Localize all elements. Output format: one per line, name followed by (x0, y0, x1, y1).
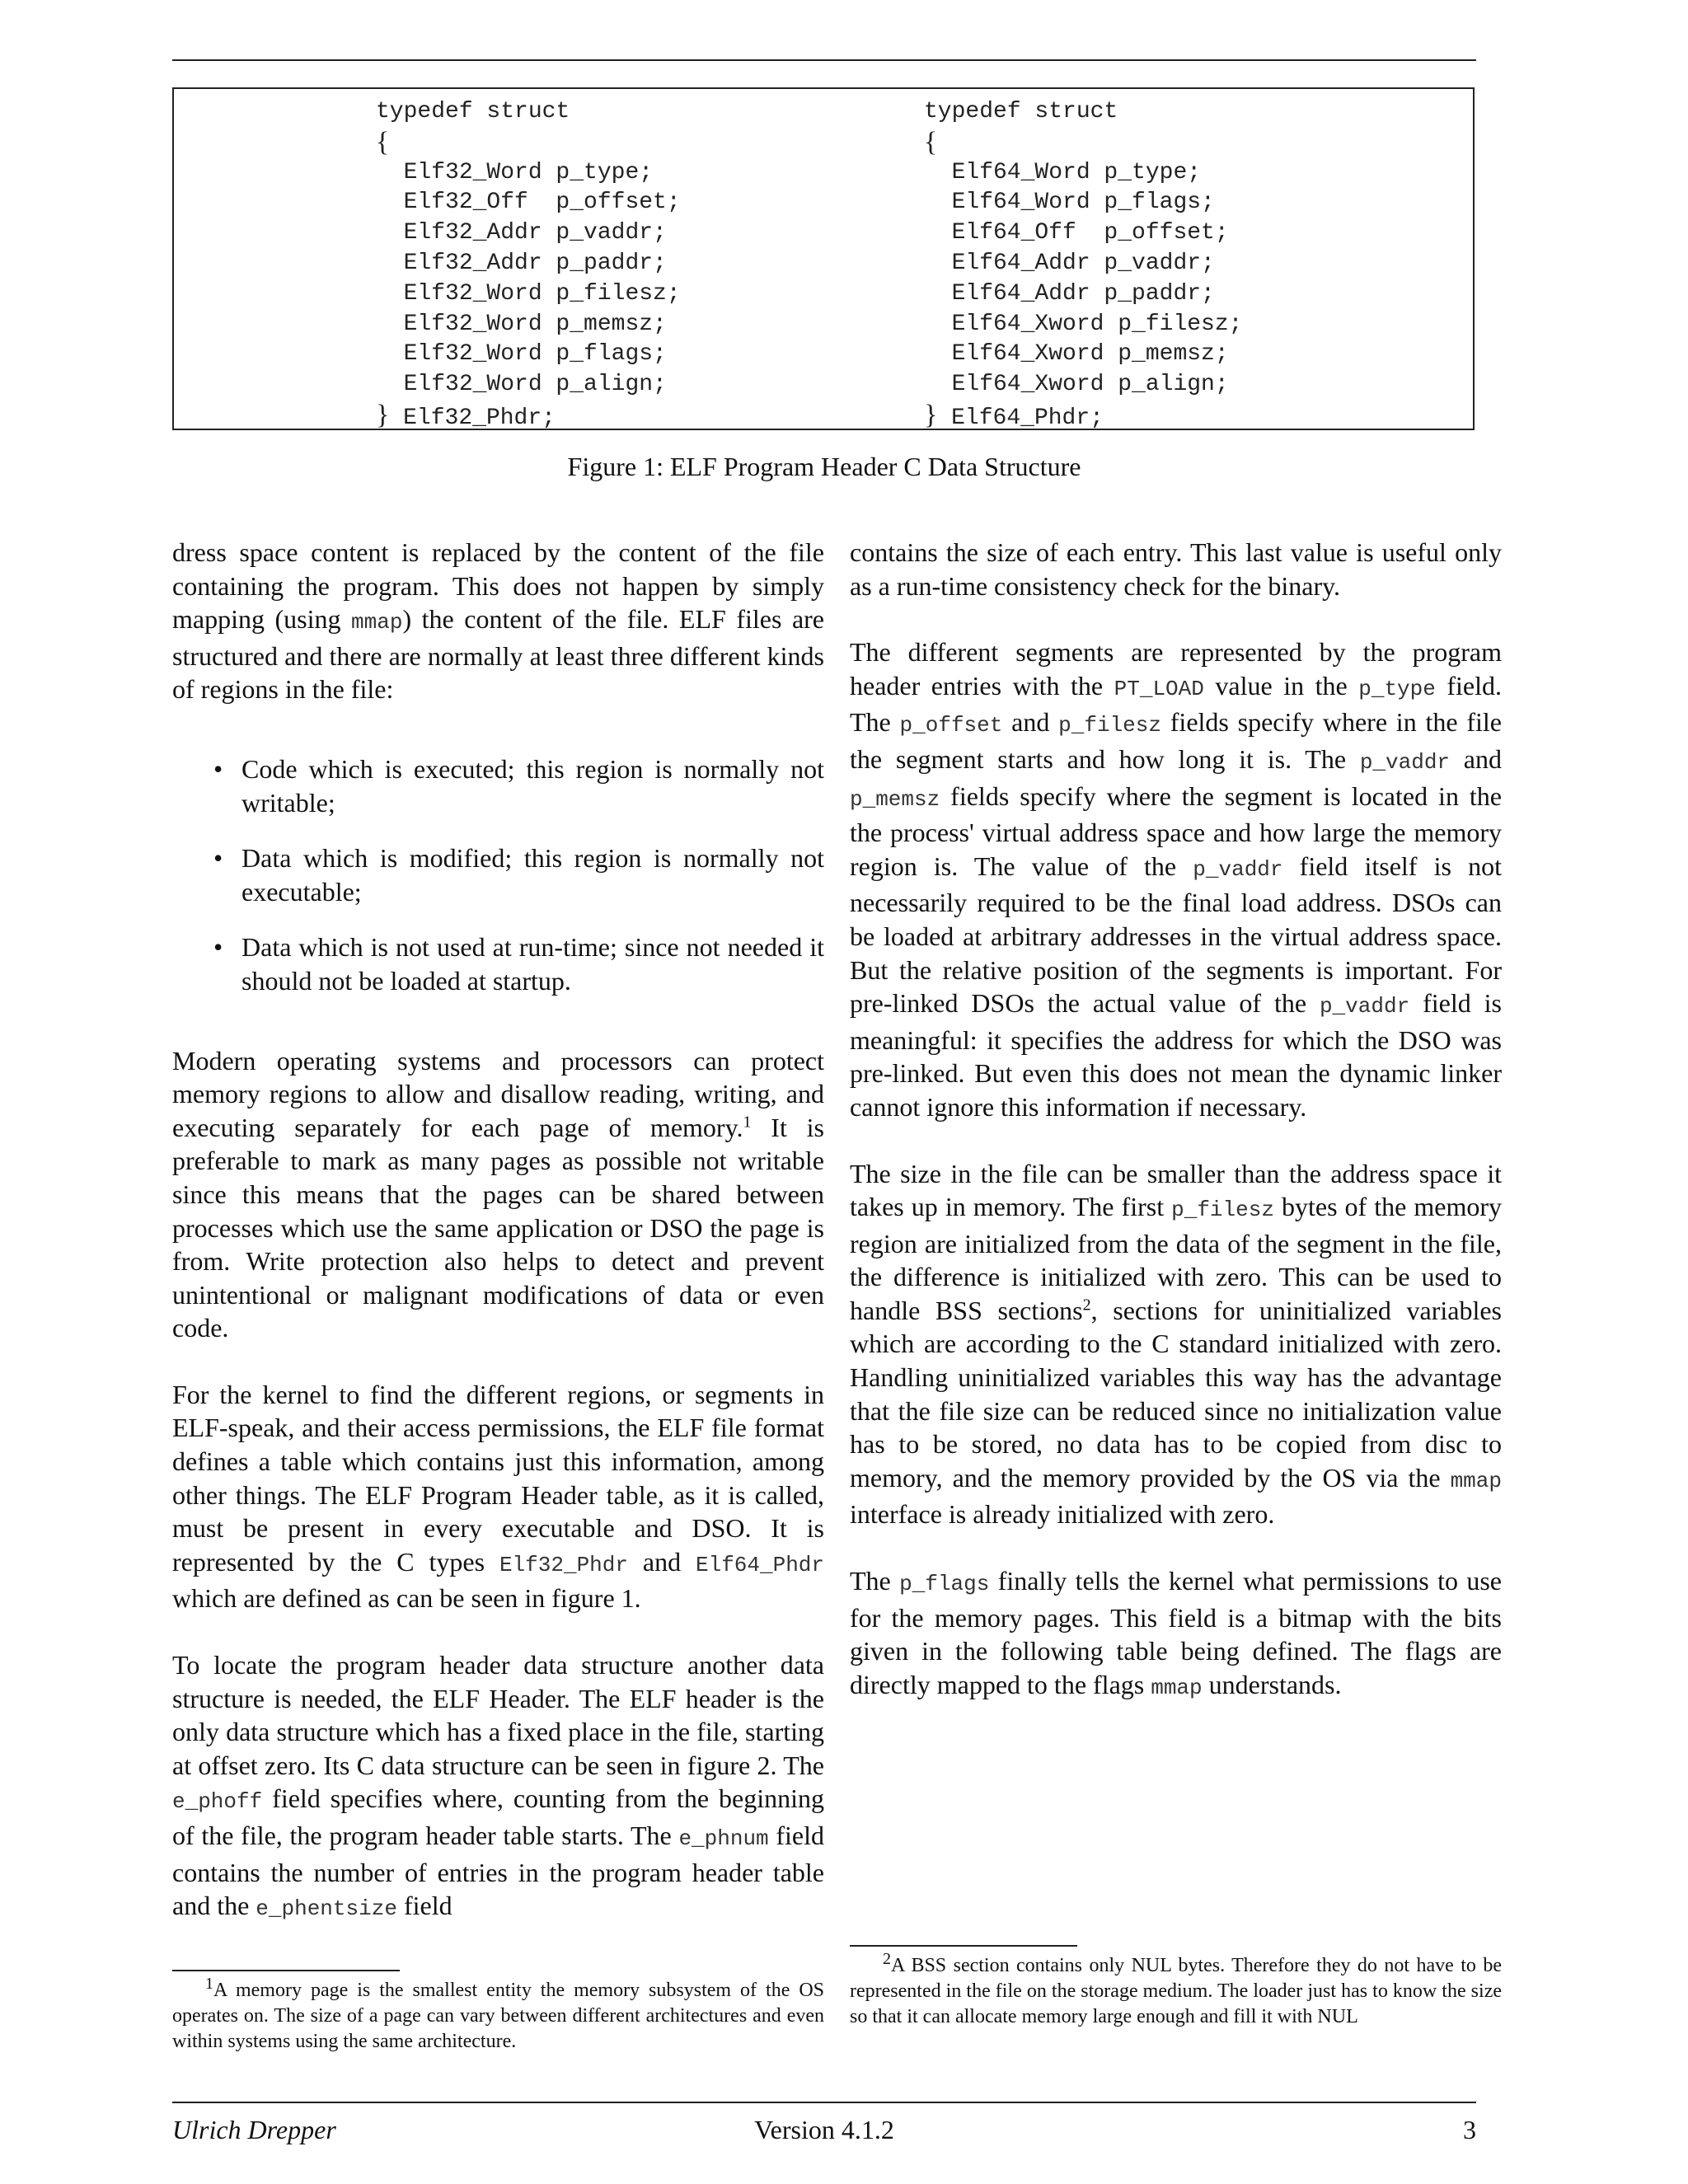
list-item (213, 752, 824, 819)
inline-code: p_filesz (1058, 713, 1161, 738)
code-line: Elf64_Off p_offset; (924, 220, 1229, 246)
right-paragraph-1: contains the size of each entry. This last value is useful only as a run-time consistency check for the binary. (850, 537, 1502, 601)
footnote-2-text: A BSS section contains only NUL bytes. Therefore they do not have to be represented in the file on the storage medium. The loader just has to know the size so that it can allocate memory large enough and fill it with NUL (850, 1955, 1502, 2027)
left-footnote-rule (172, 1970, 400, 1971)
inline-code: p_memsz (850, 786, 940, 812)
inline-code: e_phoff (172, 1789, 263, 1815)
footer-author: Ulrich Drepper (172, 2115, 336, 2144)
left-paragraph-4: To locate the program header data structure another data structure is needed, the ELF Header. The ELF header is the only data structure which has a fixed place in the file, starting at offset zero. Its C data structure can be seen in figure 2. The e_phoff field specifies where, counting from the beginning of the file, the program header table starts. The e_phnum field contains the number of entries in the program header table and the e_phentsize field (172, 1650, 825, 1922)
footnote-ref[interactable]: 1 (743, 1113, 752, 1132)
left-column (172, 536, 824, 1926)
inline-code: PT_LOAD (1114, 676, 1204, 701)
header-rule (172, 59, 1476, 61)
list-item (213, 930, 824, 997)
list-item-text: Data which is not used at run-time; since not needed it should not be loaded at startup. (241, 932, 824, 996)
left-paragraph-3: For the kernel to find the different regions, or segments in ELF-speak, and their access permissions, the ELF file format defines a table which contains just this information, among other things. The ELF Program Header table, as it is called, must be present in every executable and DSO. It is represented by the C types Elf32_Phdr and Elf64_Phdr which are defined as can be seen in figure 1. (172, 1379, 825, 1614)
inline-code: e_phnum (678, 1826, 769, 1851)
footnote-ref[interactable]: 2 (1082, 1296, 1091, 1315)
code-line: Elf32_Word p_filesz; (376, 280, 681, 307)
code-line: { (376, 126, 390, 157)
list-item-text: Code which is executed; this region is normally not writable; (241, 753, 824, 818)
inline-code: e_phentsize (256, 1896, 397, 1922)
list-item (213, 841, 824, 908)
inline-code: p_flags (899, 1572, 990, 1597)
footnote-2-marker: 2 (883, 1950, 891, 1968)
right-footnote-rule (850, 1945, 1077, 1947)
code-line: Elf64_Xword p_align; (924, 372, 1229, 398)
inline-code: mmap (351, 610, 403, 635)
code-line: Elf64_Xword p_filesz; (924, 311, 1243, 337)
inline-code: p_vaddr (1319, 994, 1410, 1019)
left-paragraph-1: dress space content is replaced by the content of the file containing the program. This does not happen by simply mapping (using mmap) the content of the file. ELF files are structured and there are normally at least three different kinds of regions in the file: (172, 537, 825, 705)
left-paragraph-2: Modern operating systems and processors can protect memory regions to allow and disallow reading, writing, and executing separately for each page of memory.$^1$ It is preferable to mark as many pages as possible not writable since this means that the pages can be shared between processes which use the same application or DSO the page is from. Write protection also helps to detect and prevent unintentional or malignant modifications of data or even code. (172, 1045, 825, 1343)
code-line: Elf32_Word p_flags; (376, 341, 667, 368)
inline-code: Elf64_Phdr (695, 1552, 825, 1577)
right-paragraph-2: The different segments are represented by the program header entries with the PT_LOAD value in the p_type field. The p_offset and p_filesz fields specify where in the file the segment starts and how long it is. The p_vaddr and p_memsz fields specify where the segment is located in the the process' virtual address space and how large the memory region is. The value of the p_vaddr field itself is not necessarily required to be the final load address. DSOs can be loaded at arbitrary addresses in the virtual address space. But the relative position of the segments is important. For pre-linked DSOs the actual value of the p_vaddr field is meaningful: it specifies the address for which the DSO was pre-linked. But even this does not mean the dynamic linker cannot ignore this information if necessary. (850, 637, 1503, 1122)
code-line: typedef struct (376, 99, 570, 124)
code-line: Elf32_Off p_offset; (376, 190, 681, 216)
inline-code: p_filesz (1171, 1197, 1274, 1223)
footnote-1-marker: 1 (205, 1975, 213, 1993)
footnote-1-text: A memory page is the smallest entity the memory subsystem of the OS operates on. The size of a page can vary between different architectures and even within systems using the same architecture. (172, 1980, 824, 2052)
bullet-icon: • (213, 843, 223, 874)
code-line: Elf64_Addr p_paddr; (924, 280, 1215, 307)
figure-1-code-box (172, 87, 1475, 430)
inline-code: p_vaddr (1359, 749, 1451, 775)
code-line: } Elf64_Phdr; (924, 399, 1104, 431)
region-kinds-list (172, 752, 824, 998)
inline-code: mmap (1450, 1468, 1502, 1493)
elf64-phdr-struct (924, 97, 1242, 431)
list-item-text: Data which is modified; this region is normally not executable; (241, 843, 824, 907)
code-line: { (924, 126, 938, 157)
inline-code: p_type (1358, 676, 1436, 701)
code-line: Elf64_Word p_flags; (924, 190, 1215, 216)
right-column (850, 536, 1502, 1704)
inline-code: mmap (1151, 1675, 1203, 1700)
inline-code: p_vaddr (1193, 856, 1283, 882)
right-paragraph-3: The size in the file can be smaller than the address space it takes up in memory. The first p_filesz bytes of the memory region are initialized from the data of the segment in the file, the difference is initialized with zero. This can be used to handle BSS sections$^2$, sections for uninitialized variables which are according to the C standard initialized with zero. Handling uninitialized variables this way has the advantage that the file size can be reduced since no initialization value has to be stored, no data has to be copied from disc to memory, and the memory provided by the OS via the mmap interface is already initialized with zero. (850, 1158, 1503, 1530)
code-line: Elf64_Xword p_memsz; (924, 341, 1229, 368)
bullet-icon: • (213, 753, 223, 784)
code-line: Elf32_Word p_align; (376, 372, 667, 398)
code-line: Elf32_Word p_memsz; (376, 311, 667, 337)
code-line: Elf64_Addr p_vaddr; (924, 250, 1215, 276)
footnote-2 (850, 1950, 1502, 2030)
inline-code: p_offset (899, 713, 1003, 738)
elf32-phdr-struct (376, 97, 681, 431)
code-line: Elf32_Addr p_vaddr; (376, 220, 667, 246)
footnote-1 (172, 1975, 824, 2055)
footer-version: Version 4.1.2 (754, 2115, 894, 2144)
footer-page-number: 3 (1463, 2115, 1476, 2144)
footer-rule (172, 2102, 1476, 2103)
code-line: Elf32_Addr p_paddr; (376, 250, 667, 276)
bullet-icon: • (213, 932, 223, 963)
code-line: } Elf32_Phdr; (376, 399, 556, 431)
code-line: Elf64_Word p_type; (924, 159, 1202, 185)
inline-code: Elf32_Phdr (499, 1552, 628, 1577)
code-line: typedef struct (924, 99, 1118, 124)
right-paragraph-4: The p_flags finally tells the kernel what permissions to use for the memory pages. This field is a bitmap with the bits given in the following table being defined. The flags are directly mapped to the flags mmap understands. (850, 1566, 1503, 1700)
code-line: Elf32_Word p_type; (376, 159, 654, 185)
figure-1-caption: Figure 1: ELF Program Header C Data Structure (567, 452, 1081, 481)
